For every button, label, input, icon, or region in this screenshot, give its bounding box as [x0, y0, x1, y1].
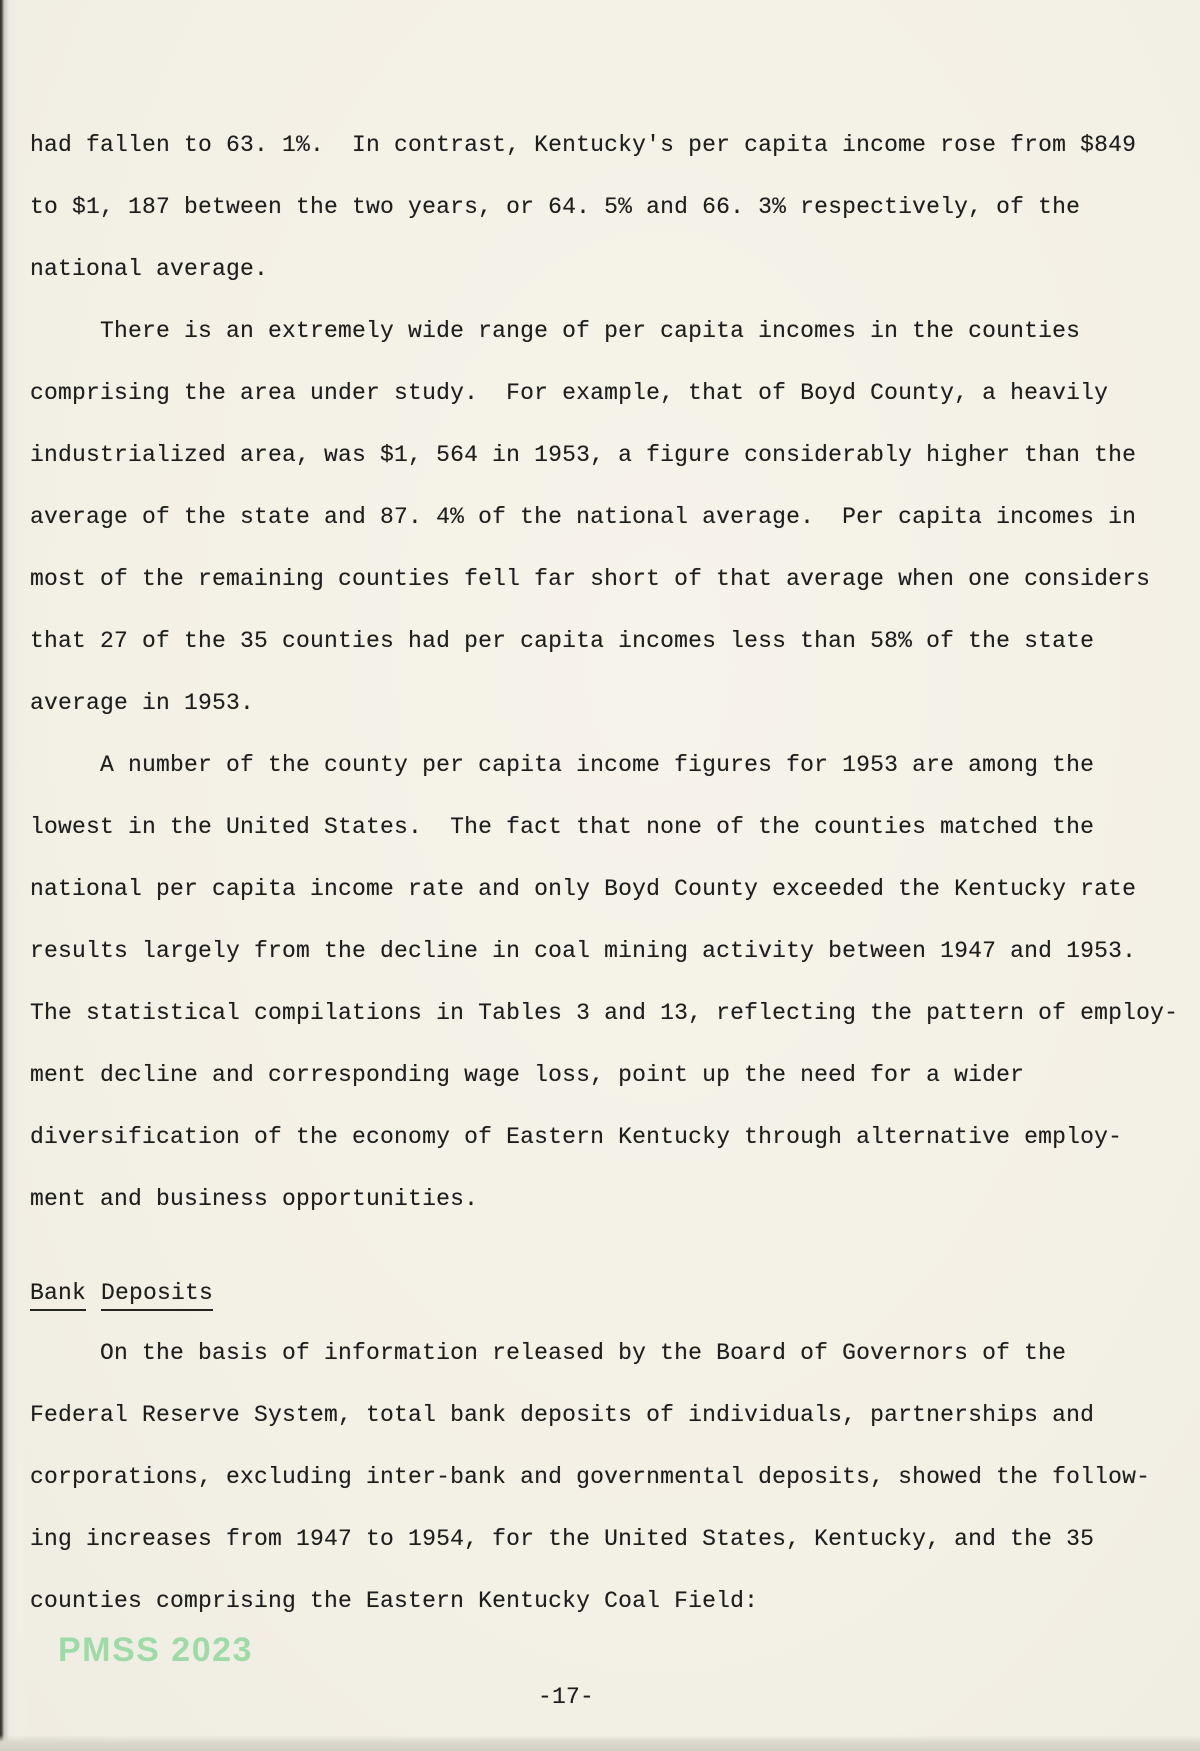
paragraph-block-income: [30, 114, 1190, 1230]
scan-edge-left: [0, 0, 28, 1751]
text-line: national average.: [30, 256, 269, 282]
text-line: to $1, 187 between the two years, or 64. 5% and 66. 3% respectively, of the: [30, 194, 1081, 220]
text-line: There is an extremely wide range of per capita incomes in the counties: [30, 318, 1081, 344]
text-line: The statistical compilations in Tables 3 and 13, reflecting the pattern of employ-: [30, 1000, 1179, 1026]
text-line: average of the state and 87. 4% of the national average. Per capita incomes in: [30, 504, 1137, 530]
page-number: -17-: [538, 1684, 595, 1710]
text-line: had fallen to 63. 1%. In contrast, Kentucky's per capita income rose from $849: [30, 132, 1137, 158]
text-line: ment decline and corresponding wage loss, point up the need for a wider: [30, 1062, 1025, 1088]
text-line: Federal Reserve System, total bank deposits of individuals, partnerships and: [30, 1402, 1095, 1428]
text-line: On the basis of information released by the Board of Governors of the: [30, 1340, 1067, 1366]
section-heading-bank-deposits: [30, 1262, 213, 1324]
heading-word: Deposits: [101, 1280, 213, 1311]
text-line: results largely from the decline in coal mining activity between 1947 and 1953.: [30, 938, 1137, 964]
text-line: counties comprising the Eastern Kentucky Coal Field:: [30, 1588, 759, 1614]
text-line: lowest in the United States. The fact that none of the counties matched the: [30, 814, 1095, 840]
text-line: most of the remaining counties fell far short of that average when one considers: [30, 566, 1151, 592]
text-line: ing increases from 1947 to 1954, for the United States, Kentucky, and the 35: [30, 1526, 1095, 1552]
text-line: industrialized area, was $1, 564 in 1953, a figure considerably higher than the: [30, 442, 1137, 468]
scan-edge-bottom: [0, 1735, 1200, 1751]
text-line: average in 1953.: [30, 690, 255, 716]
watermark: PMSS 2023: [58, 1631, 253, 1669]
text-line: A number of the county per capita income figures for 1953 are among the: [30, 752, 1095, 778]
text-line: corporations, excluding inter-bank and governmental deposits, showed the follow-: [30, 1464, 1151, 1490]
text-line: national per capita income rate and only Boyd County exceeded the Kentucky rate: [30, 876, 1137, 902]
paragraph-block-bank-deposits: [30, 1322, 1190, 1632]
text-line: comprising the area under study. For example, that of Boyd County, a heavily: [30, 380, 1109, 406]
text-line: ment and business opportunities.: [30, 1186, 479, 1212]
heading-word: Bank: [30, 1280, 86, 1311]
text-line: diversification of the economy of Eastern Kentucky through alternative employ-: [30, 1124, 1123, 1150]
text-line: that 27 of the 35 counties had per capita incomes less than 58% of the state: [30, 628, 1095, 654]
